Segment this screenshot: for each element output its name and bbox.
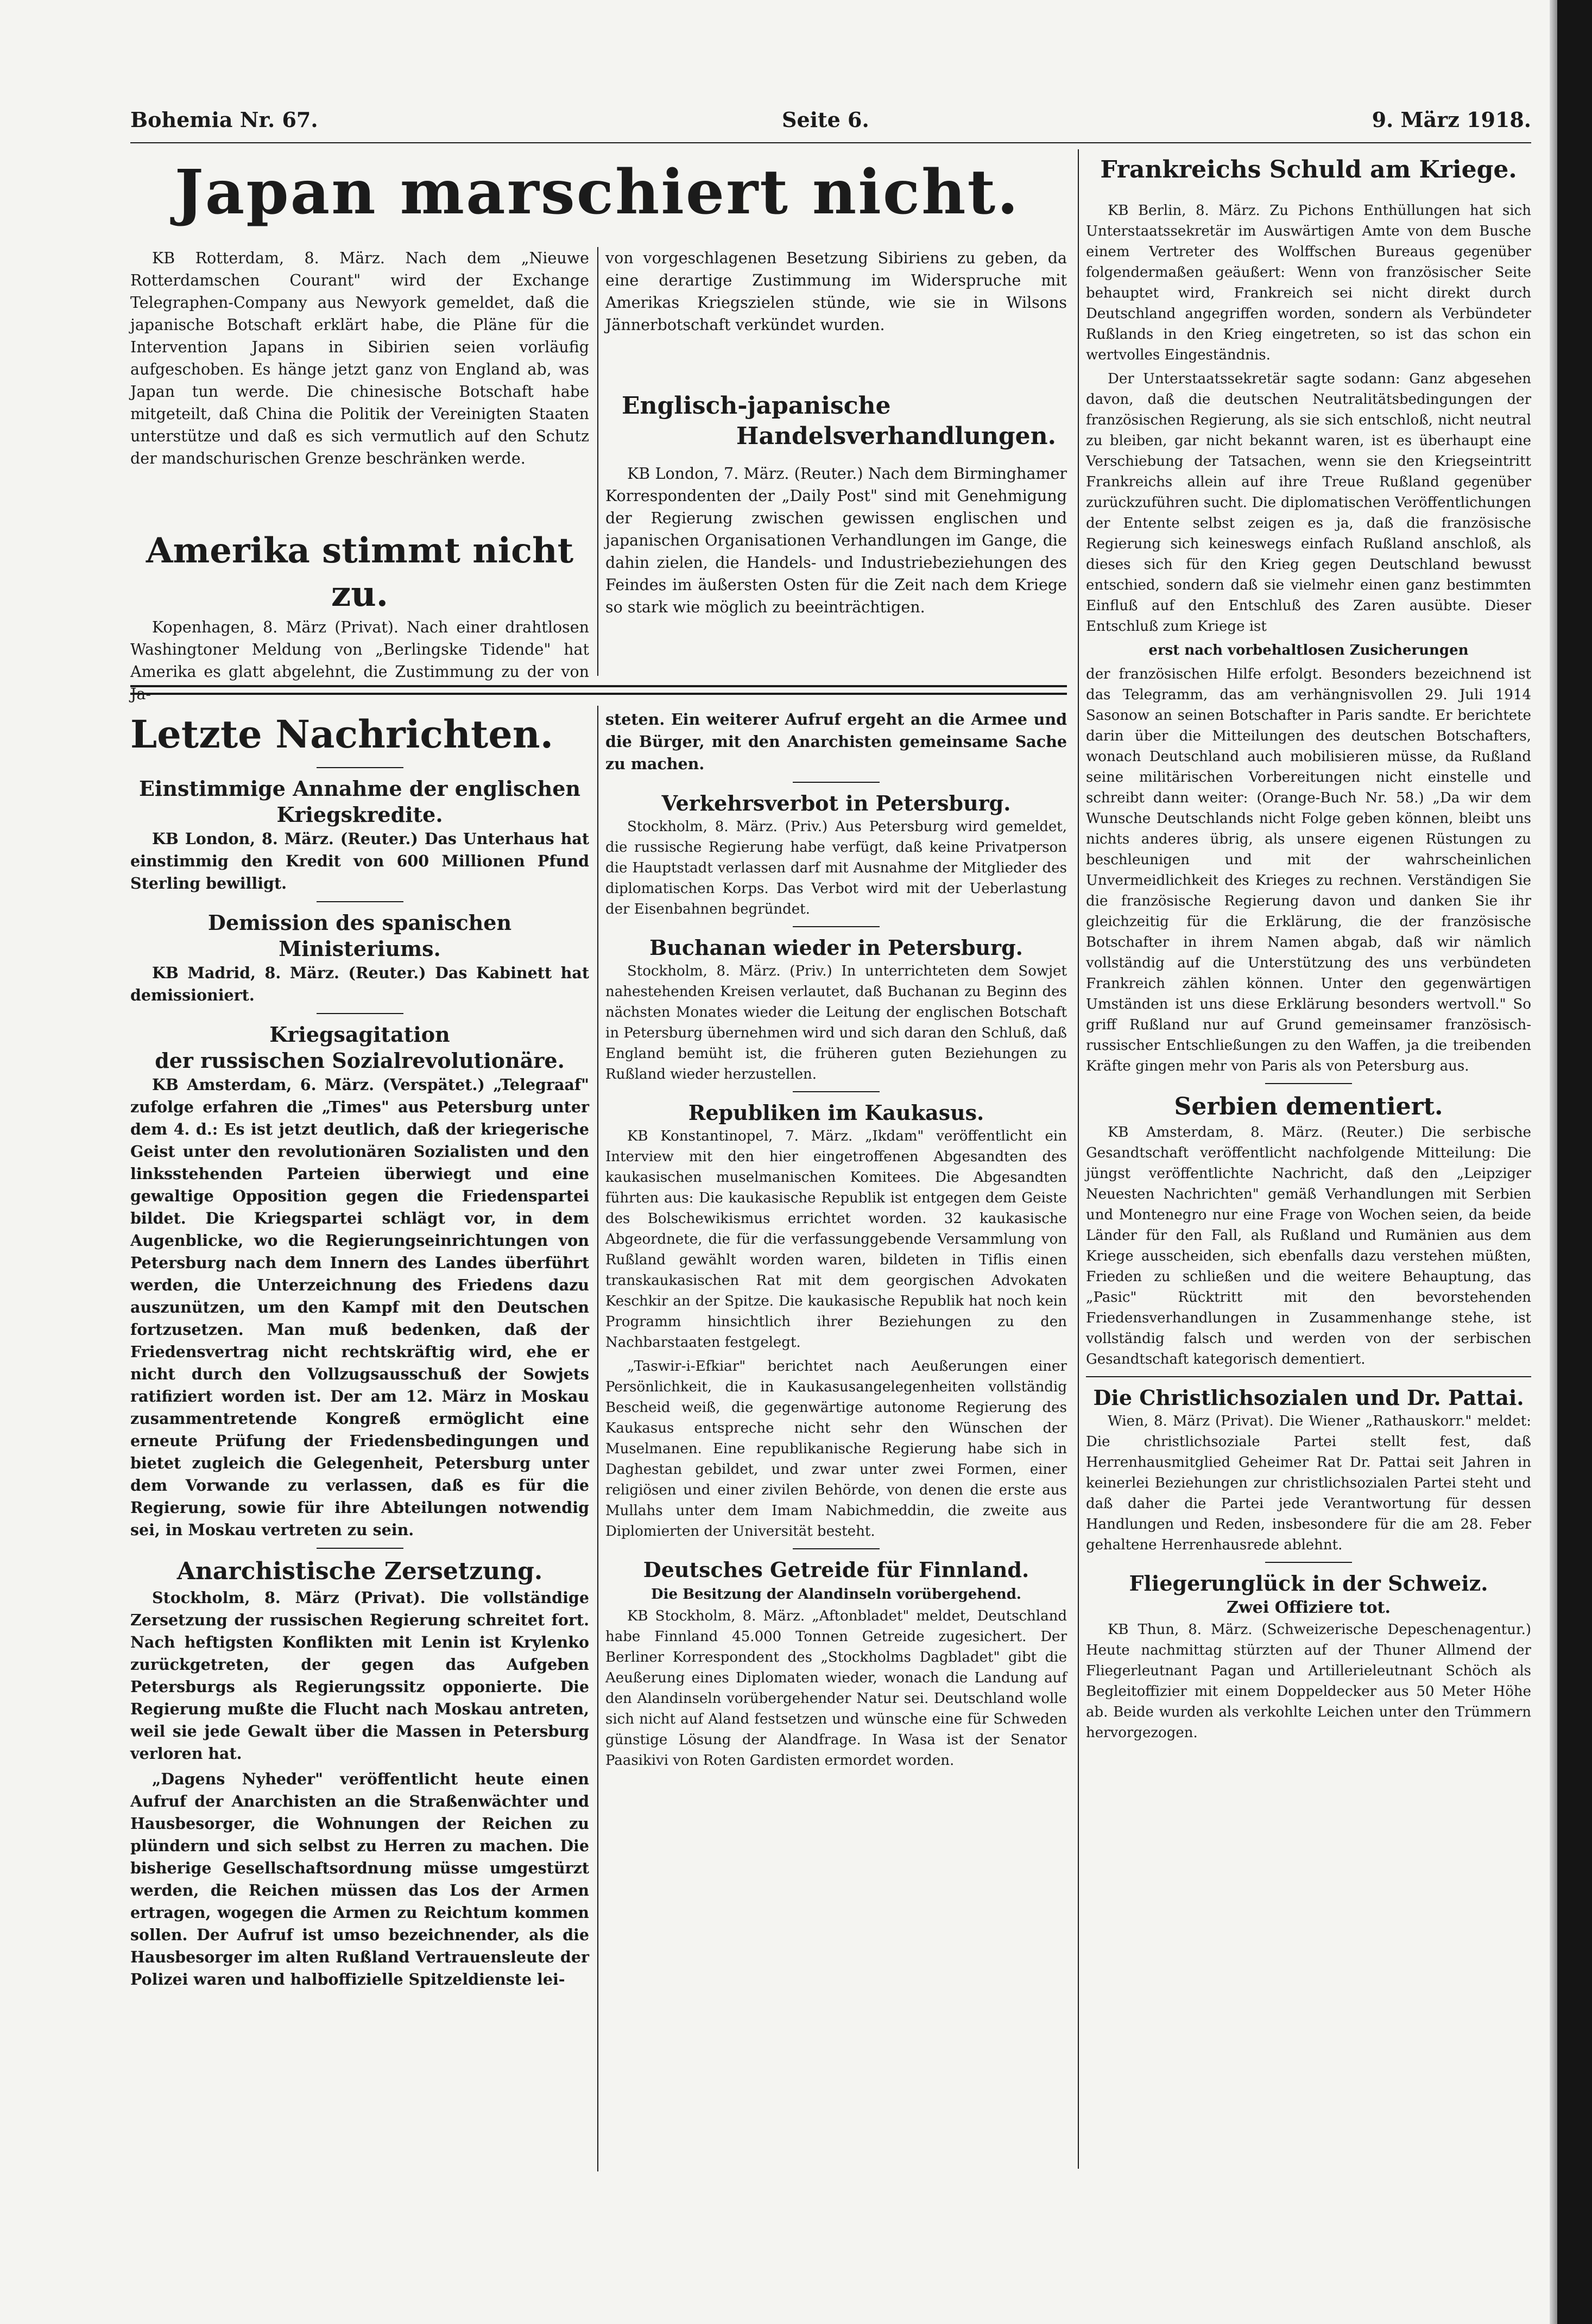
column-rule-right: [1078, 149, 1079, 2169]
divider: [793, 1091, 880, 1092]
einstimmig-headline: Einstimmige Annahme der englischen Kriegskredite.: [138, 776, 581, 827]
getreide-body: KB Stockholm, 8. März. „Aftonbladet" meldet, Deutschland habe Finnland 45.000 Tonnen Getreide zugesichert. Der Berliner Korrespondent des „Stockholms Dagbladet" gibt die Aeußerung eines Diplomaten wieder, wonach die Landung auf den Alandinseln vorübergehender Natur sei. Deutschland wolle sich nicht auf Aland festsetzen und wünsche eine für Schweden günstige Lösung der Alandfrage. In Wasa ist der Senator Paasikivi von Roten Gardisten ermordet worden.: [605, 1608, 1067, 1769]
divider: [793, 1548, 880, 1549]
header-rule: [130, 142, 1531, 143]
frankreich-body3: der französischen Hilfe erfolgt. Besonders bezeichnend ist das Telegramm, das am verhängnisvollen 29. Juli 1914 Sasonow an seinen Botschafter in Paris sandte. Er berichtete darin über die Mitteilungen des deutschen Botschafters, wonach Deutschland auch mobilisieren müsse, da Rußland seine militärischen Vorbereitungen nicht einstelle und schreibt dann weiter: (Orange-Buch Nr. 58.) „Da wir dem Wunsche Deutschlands nicht Folge geben können, bleibt uns nichts anderes übrig, als unsere eigenen Rüstungen zu beschleunigen und mit der wahrscheinlichen Unvermeidlichkeit des Krieges zu rechnen. Verständigen Sie die französische Regierung davon und danken Sie ihr gleichzeitig für die Erklärung, die der französische Botschafter in ihrem Namen abgab, daß wir nämlich vollständig auf die Unterstützung des uns verbündeten Frankreich zählen können. Unter den gegenwärtigen Umständen ist uns diese Erklärung besonders wertvoll." So griff Rußland nur auf Grund gemeinsamer französisch-russischer Entschließungen zu den Waffen, ja die treibenden Kräfte gingen mehr von Paris als von Petersburg aus.: [1086, 666, 1531, 1074]
fliegerunglueck-body: KB Thun, 8. März. (Schweizerische Depeschenagentur.) Heute nachmittag stürzten auf der Thuner Allmend der Fliegerleutnant Pagan und Artillerieleutnant Schöch als Begleitoffizier mit einem Doppeldecker aus 50 Meter Höhe ab. Beide wurden als verkohlte Leichen unter den Trümmern hervorgezogen.: [1086, 1622, 1531, 1741]
japan-article-col1: [130, 247, 589, 518]
divider: [317, 1548, 403, 1549]
frankreich-bold-line: erst nach vorbehaltlosen Zusicherungen: [1148, 642, 1469, 658]
anarchistisch-headline: Anarchistische Zersetzung.: [176, 1557, 543, 1585]
issue-date: 9. März 1918.: [1372, 107, 1531, 132]
fliegerunglueck-headline: Fliegerunglück in der Schweiz.: [1129, 1571, 1488, 1595]
masthead-issue: Bohemia Nr. 67.: [130, 107, 318, 132]
einstimmig-body: KB London, 8. März. (Reuter.) Das Unterhaus hat einstimmig den Kredit von 600 Millionen Pfund Sterling bewilligt.: [130, 829, 589, 892]
fliegerunglueck-subhead: Zwei Offiziere tot.: [1227, 1598, 1391, 1617]
divider: [317, 767, 403, 768]
japan-article-col2: [605, 247, 1067, 372]
serbien-headline: Serbien dementiert.: [1174, 1093, 1443, 1120]
kriegsagitation-body: KB Amsterdam, 6. März. (Verspätet.) „Telegraaf" zufolge erfahren die „Times" aus Petersburg unter dem 4. d.: Es ist jetzt deutlich, daß der kriegerische Geist unter den revolutionären Sozialisten und den linksstehenden Parteien überwiegt und eine gewaltige Opposition gegen die Friedenspartei bildet. Die Kriegspartei schlägt vor, in dem Augenblicke, wo die Regierungseinrichtungen von Petersburg nach dem Innern des Landes überführt werden, die Unterzeichnung des Friedens dazu auszunützen, um den Kampf mit den Deutschen fortzusetzen. Man muß bedenken, daß der Friedensvertrag nicht rechtskräftig wird, ehe er nicht durch den Vollzugsausschuß der Sowjets ratifiziert worden ist. Der am 12. März in Moskau zusammentretende Kongreß ermöglicht eine erneute Prüfung der Friedensbedingungen und bietet zugleich die Gelegenheit, Petersburg unter dem Vorwande zu verlassen, daß es für die Regierung, sowie für ihre Abteilungen notwendig sei, in Moskau vertreten zu sein.: [130, 1075, 589, 1539]
kriegsagitation-headline: Kriegsagitation: [269, 1022, 450, 1047]
divider: [1265, 1083, 1352, 1084]
verkehrsverbot-headline: Verkehrsverbot in Petersburg.: [661, 791, 1011, 815]
bottom-middle-column: [605, 708, 1067, 2174]
page-number: Seite 6.: [782, 107, 869, 132]
frankreich-body1: KB Berlin, 8. März. Zu Pichons Enthüllungen hat sich Unterstaatssekretär im Auswärtigen Amte von dem Busche einem Vertreter des Wolffschen Bureaus gegenüber folgendermaßen geäußert: Wenn von französischer Seite behauptet wird, Frankreich sei nicht direkt durch Deutschland angegriffen worden, sondern als Verbündeter Rußlands in den Krieg eingetreten, so ist das schon ein wertvolles Eingeständnis.: [1086, 202, 1531, 363]
englisch-japanisch-headline: Englisch-japanische: [622, 392, 891, 420]
right-column: [1086, 155, 1531, 2163]
englisch-japanisch-headline2: Handelsverhandlungen.: [736, 422, 1056, 450]
amerika-article: [130, 529, 589, 703]
divider: [1086, 1376, 1531, 1377]
englisch-japanisch-body: KB London, 7. März. (Reuter.) Nach dem Birminghamer Korrespondenten der „Daily Post" sind mit Genehmigung der Regierung zwischen gewissen englischen und japanischen Organisationen Verhandlungen im Gange, die dahin zielen, die Handels- und Industriebeziehungen des Feindes im äußersten Osten für die Zeit nach dem Kriege so stark wie möglich zu beeinträchtigen.: [605, 465, 1067, 616]
japan-body-col1: KB Rotterdam, 8. März. Nach dem „Nieuwe Rotterdamschen Courant" wird der Exchange Telegraphen-Company aus Newyork gemeldet, daß die japanische Botschaft erklärt habe, die Pläne für die Intervention Japans in Sibirien seien vorläufig aufgeschoben. Es hänge jetzt ganz von England ab, was Japan tun werde. Die chinesische Botschaft habe mitgeteilt, daß China die Politik der Vereinigten Staaten unterstütze und daß es sich vermutlich auf den Schutz der mandschurischen Grenze beschränken werde.: [130, 249, 589, 467]
scan-edge: [1557, 0, 1592, 2324]
christlichsozial-headline: Die Christlichsozialen und Dr. Pattai.: [1093, 1385, 1524, 1410]
getreide-headline: Deutsches Getreide für Finnland.: [643, 1557, 1029, 1582]
bottom-left-column: [130, 708, 589, 2174]
frankreich-body2: Der Unterstaatssekretär sagte sodann: Ganz abgesehen davon, daß die deutschen Neutralitätsbedingungen der französischen Regierung, als sie sich entschloß, nicht neutral zu bleiben, gar nicht bekannt waren, ist es überhaupt eine Verschiebung der Tatsachen, wenn sie den Kriegseintritt Frankreichs allein auf ihre Treue Rußland gegenüber zurückzuführen sucht. Die diplomatischen Veröffentlichungen der Entente selbst zeigen es ja, daß die französische Regierung sich keineswegs einfach Rußland anschloß, als dieses sich für den Krieg gegen Deutschland bewusst entschied, sondern daß sie vielmehr einen ganz bestimmten Einfluß auf den Entschluß des Zaren ausübte. Dieser Entschluß zum Kriege ist: [1086, 371, 1531, 635]
buchanan-body: Stockholm, 8. März. (Priv.) In unterrichteten dem Sowjet nahestehenden Kreisen verlautet, daß Buchanan zu Beginn des nächsten Monates wieder die Leitung der englischen Botschaft in Petersburg übernehmen wird und sich daran den Schluß, daß England bemüht ist, die früheren guten Beziehungen zu Rußland wieder herzustellen.: [605, 963, 1067, 1082]
divider: [793, 782, 880, 783]
anarchistisch-continuation: steten. Ein weiterer Aufruf ergeht an die Armee und die Bürger, mit den Anarchisten gemeinsame Sache zu machen.: [605, 710, 1067, 773]
column-rule-bottom: [597, 706, 598, 2171]
letzte-headline: Letzte Nachrichten.: [130, 712, 554, 757]
republiken-headline: Republiken im Kaukasus.: [688, 1100, 984, 1125]
japan-headline-box: [130, 157, 1064, 261]
amerika-body: Kopenhagen, 8. März (Privat). Nach einer drahtlosen Washingtoner Meldung von „Berlingske Tidende" hat Amerika es glatt abgelehnt, die Zustimmung zu der von Ja-: [130, 618, 589, 703]
serbien-body: KB Amsterdam, 8. März. (Reuter.) Die serbische Gesandtschaft veröffentlicht nachfolgende Mitteilung: Die jüngst veröffentlichte Nachricht, daß den „Leipziger Neuesten Nachrichten" gemäß Verhandlungen mit Serbien und Montenegro nur eine Frage von Wochen seien, da beide Länder für den Fall, als Rußland und Rumänien aus dem Kriege ausscheiden, sich ebenfalls dazu verstehen müßten, Frieden zu schließen und die weitere Behauptung, das „Pasic" Rücktritt mit den bevorstehenden Friedensverhandlungen in Zusammenhange stehe, ist vollständig falsch und werden von der serbischen Gesandtschaft kategorisch dementiert.: [1086, 1124, 1531, 1367]
amerika-headline: Amerika stimmt nicht zu.: [146, 530, 574, 615]
divider: [317, 1013, 403, 1014]
page-header: [130, 107, 1531, 140]
anarchistisch-body1: Stockholm, 8. März (Privat). Die vollständige Zersetzung der russischen Regierung schreitet fort. Nach heftigsten Konflikten mit Lenin ist Krylenko zurückgetreten, der gegen das Aufgeben Petersburgs als Regierungssitz opponierte. Die Regierung mußte die Flucht nach Moskau antreten, weil sie jede Gewalt über die Massen in Petersburg verloren hat.: [130, 1588, 589, 1763]
demission-body: KB Madrid, 8. März. (Reuter.) Das Kabinett hat demissioniert.: [130, 964, 589, 1004]
section-separator: [130, 685, 1067, 695]
getreide-subhead: Die Besitzung der Alandinseln vorübergehend.: [651, 1586, 1021, 1603]
republiken-body2: „Taswir-i-Efkiar" berichtet nach Aeußerungen einer Persönlichkeit, die in Kaukasusangelegenheiten vollständig Bescheid weiß, die gegenwärtige autonome Regierung des Kaukasus entspreche nicht sehr den Wünschen der Muselmanen. Eine republikanische Regierung habe sich in Daghestan gebildet, und zwar unter zwei Formen, einer religiösen und einer zivilen Behörde, von denen die erste aus Mullahs unter dem Imam Nabichmeddin, die zweite aus Diplomierten der Universität besteht.: [605, 1358, 1067, 1540]
verkehrsverbot-body: Stockholm, 8. März. (Priv.) Aus Petersburg wird gemeldet, die russische Regierung habe verfügt, daß keine Privatperson die Hauptstadt verlassen darf mit Ausnahme der Mitglieder des diplomatischen Korps. Das Verbot wird mit der Ueberlastung der Eisenbahnen begründet.: [605, 819, 1067, 917]
englisch-japanisch-article: [605, 391, 1067, 679]
column-rule-top: [597, 247, 598, 676]
demission-headline: Demission des spanischen Ministeriums.: [207, 910, 512, 961]
divider: [1265, 1562, 1352, 1563]
japan-headline: Japan marschiert nicht.: [174, 157, 1020, 228]
japan-body-col2: von vorgeschlagenen Besetzung Sibiriens zu geben, da eine derartige Zustimmung im Widerspruche mit Amerikas Kriegszielen stünde, wie sie in Wilsons Jännerbotschaft verkündet wurden.: [605, 249, 1067, 334]
divider: [793, 926, 880, 927]
christlichsozial-body: Wien, 8. März (Privat). Die Wiener „Rathauskorr." meldet: Die christlichsoziale Partei stellt fest, daß Herrenhausmitglied Geheimer Rat Dr. Pattai seit Jahren in keinerlei Beziehungen zur christlichsozialen Partei steht und daß daher die Partei jede Verantwortung für dessen Handlungen und Reden, insbesondere für die am 28. Feber gehaltene Herrenhausrede ablehnt.: [1086, 1413, 1531, 1553]
kriegsagitation-headline2: der russischen Sozialrevolutionäre.: [155, 1048, 565, 1073]
divider: [317, 901, 403, 902]
anarchistisch-body2: „Dagens Nyheder" veröffentlicht heute einen Aufruf der Anarchisten an die Straßenwächter und Hausbesorger, die Wohnungen der Reichen zu plündern und sich selbst zu Herren zu machen. Die bisherige Gesellschaftsordnung müsse umgestürzt werden, die Reichen müssen das Los der Armen ertragen, wogegen die Armen zu Reichtum kommen sollen. Der Aufruf ist umso bezeichnender, als die Hausbesorger im alten Rußland Vertrauensleute der Polizei waren und halboffizielle Spitzeldienste lei-: [130, 1770, 589, 1989]
buchanan-headline: Buchanan wieder in Petersburg.: [649, 935, 1023, 960]
republiken-body1: KB Konstantinopel, 7. März. „Ikdam" veröffentlicht ein Interview mit den hier eingetroffenen Abgesandten des kaukasischen muselmanischen Komitees. Die Abgesandten führten aus: Die kaukasische Republik ist entgegen dem Geiste des Bolschewikismus errichtet worden. 32 kaukasische Abgeordnete, die für die verfassunggebende Versammlung von Rußland gewählt worden waren, bildeten in Tiflis einen transkaukasischen Rat mit dem georgischen Advokaten Keschkir an der Spitze. Die kaukasische Republik hat noch kein Programm hinsichtlich ihrer Beziehungen zu den Nachbarstaaten festgelegt.: [605, 1128, 1067, 1351]
frankreich-headline: Frankreichs Schuld am Kriege.: [1100, 156, 1517, 183]
